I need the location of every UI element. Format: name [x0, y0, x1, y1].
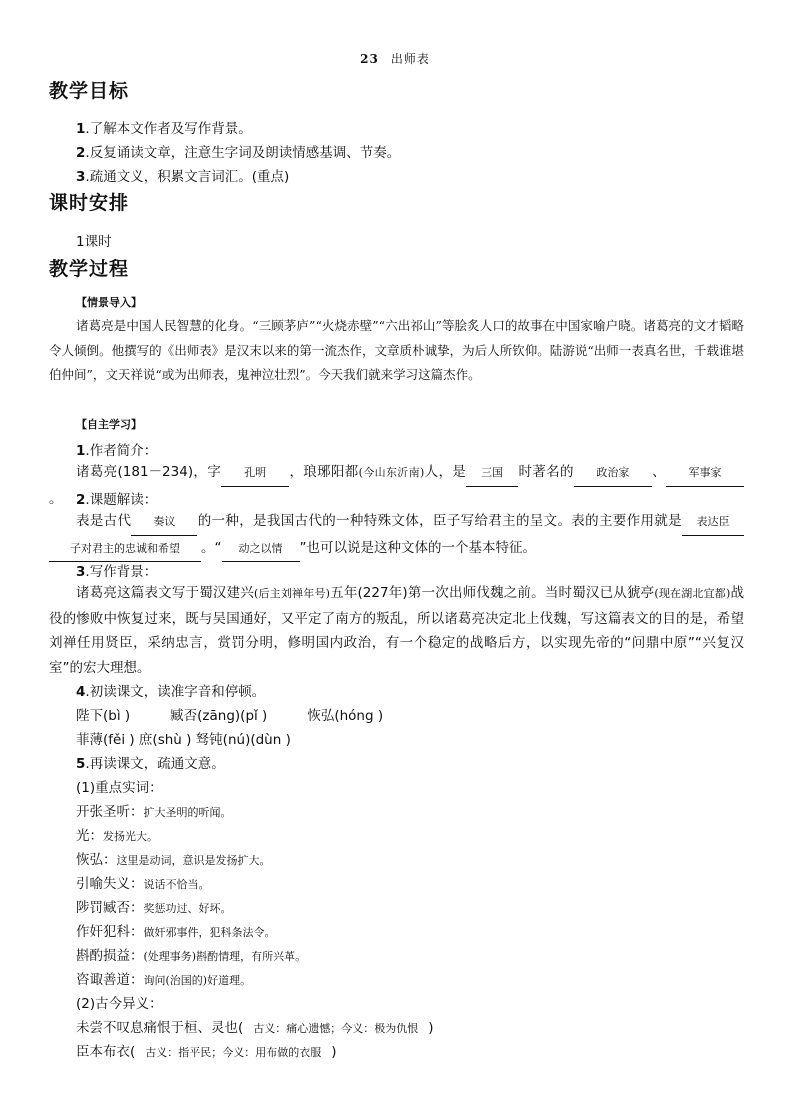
heading-process: 教学过程	[49, 258, 130, 280]
word-item: 开张圣听：扩大圣明的听闻。	[76, 804, 232, 820]
word-item: 作奸犯科：做奸邪事件，犯科条法令。	[76, 924, 276, 940]
goal-item-1: 1.了解本文作者及写作背景。	[76, 121, 252, 137]
self-study-tag: 【自主学习】	[76, 418, 142, 431]
schedule-text: 1课时	[76, 234, 112, 250]
ancient-modern-item: 未尝不叹息痛恨于桓、灵也( 古义：痛心遗憾；今义：极为仇恨 )	[76, 1020, 434, 1036]
background-text: 诸葛亮这篇表文写于蜀汉建兴(后主刘禅年号)五年(227年)第一次出师伐魏之前。当时蜀汉已从猇亭(现在湖北宜都)战役的惨败中恢复过来，既与吴国通好，又平定了南方的叛乱，所以诸葛亮决定北上伐魏，写这篇表文的目的是，希望刘禅任用贤臣，采纳忠言，赏罚分明，修明国内政治，有一个稳定的战略后方，以实现先帝的“问鼎中原”“兴复汉室”的宏大理想。	[49, 585, 744, 676]
word-item: 斟酌损益：(处理事务)斟酌情理，有所兴革。	[76, 948, 307, 964]
pronunciation-line-1: 陛下(bì ) 臧否(zāng)(pǐ ) 恢弘(hóng )	[76, 708, 384, 724]
blank-feature: 动之以情	[222, 537, 300, 563]
word-item: 陟罚臧否：奖惩功过、好坏。	[76, 900, 232, 916]
words-title: (1)重点实词：	[76, 780, 163, 796]
heading-schedule: 课时安排	[49, 192, 130, 214]
word-item: 咨诹善道：询问(治国的)好道理。	[76, 972, 252, 988]
author-intro-text: 诸葛亮(181－234)，字 孔明 ，琅琊阳都(今山东沂南)人，是 三国 时著名的 政治家 、 军事家。	[49, 460, 744, 511]
blank-era: 三国	[466, 461, 518, 487]
reread-title: 5.再读课文，疏通文意。	[76, 756, 225, 772]
background-title: 3.写作背景：	[76, 564, 158, 580]
blank-zouyi: 奏议	[131, 510, 197, 536]
intro-tag: 【情景导入】	[76, 296, 142, 309]
topic-text: 表是古代 奏议 的一种，是我国古代的一种特殊文体，臣子写给君主的呈文。表的主要作用就是 表达臣子对君主的忠诚和希望 。“ 动之以情 ”也可以说是这种文体的一个基本特征。	[49, 509, 744, 562]
lesson-number: 23	[360, 52, 379, 66]
ancient-modern-item: 臣本布衣( 古义：指平民；今义：用布做的衣服 )	[76, 1044, 337, 1060]
author-intro-title: 1.作者简介：	[76, 443, 158, 459]
pronunciation-line-2: 菲薄(fěi ) 庶(shù ) 驽钝(nú)(dùn )	[76, 732, 291, 748]
topic-title: 2.课题解读：	[76, 492, 158, 508]
blank-purpose-a: 表达臣	[682, 510, 744, 536]
word-item: 引喻失义：说话不恰当。	[76, 876, 210, 892]
blank-role1: 政治家	[574, 461, 652, 487]
ancient-modern-title: (2)古今异义：	[76, 996, 163, 1012]
blank-zi: 孔明	[221, 461, 289, 487]
blank-purpose-b: 子对君主的忠诚和希望	[49, 537, 201, 563]
heading-goals: 教学目标	[49, 80, 130, 102]
intro-paragraph: 诸葛亮是中国人民智慧的化身。“三顾茅庐”“火烧赤壁”“六出祁山”等脍炙人口的故事在中国家喻户晓。诸葛亮的文才韬略令人倾倒。他撰写的《出师表》是汉末以来的第一流杰作，文章质朴诚挚，为后人所钦仰。陆游说“出师一表真名世，千载谁堪伯仲间”，文天祥说“或为出师表，鬼神泣壮烈”。今天我们就来学习这篇杰作。	[49, 318, 744, 382]
blank-role2: 军事家	[666, 461, 744, 487]
word-item: 恢弘：这里是动词，意识是发扬扩大。	[76, 852, 271, 868]
read-title: 4.初读课文，读准字音和停顿。	[76, 684, 266, 700]
goal-item-2: 2.反复诵读文章，注意生字词及朗读情感基调、节奏。	[76, 145, 401, 161]
goal-item-3: 3.疏通文义，积累文言词汇。(重点)	[76, 169, 290, 185]
word-item: 光：发扬光大。	[76, 828, 158, 844]
page-header	[0, 50, 790, 67]
lesson-title: 出师表	[390, 52, 430, 66]
